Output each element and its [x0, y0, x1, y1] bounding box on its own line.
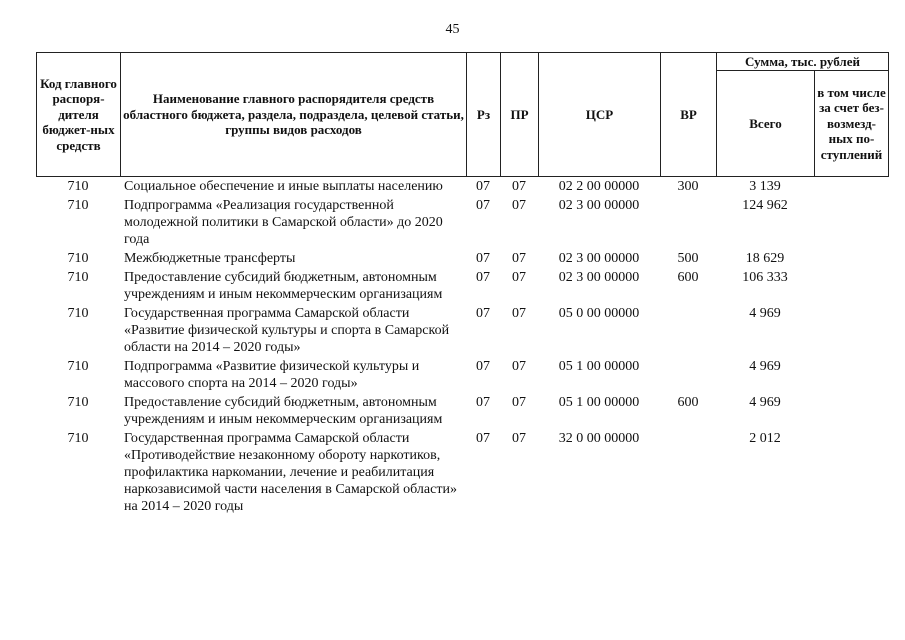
- row-csr: 05 1 00 00000: [558, 395, 640, 410]
- row-name: Государственная программа Самарской области «Противодействие незаконному обороту наркотиков, профилактика наркомании, лечение и реабилитация наркозависимой части населения в Самарской области» на 2014 – 2020 годы: [124, 431, 457, 514]
- header-sum: Сумма, тыс. рублей: [717, 53, 889, 71]
- row-pr: 07: [512, 270, 526, 285]
- row-csr: 02 3 00 00000: [558, 270, 640, 285]
- row-vr: 600: [677, 395, 699, 410]
- row-pr: 07: [512, 198, 526, 213]
- row-code: 710: [67, 306, 89, 321]
- row-name: Государственная программа Самарской области «Развитие физической культуры и спорта в Самарской области на 2014 – 2020 годы»: [124, 306, 450, 355]
- header-csr: ЦСР: [539, 53, 661, 177]
- row-name: Подпрограмма «Развитие физической культуры и массового спорта на 2014 – 2020 годы»: [124, 359, 420, 391]
- row-rz: 07: [476, 179, 490, 194]
- row-vr: 300: [677, 179, 699, 194]
- row-code: 710: [67, 251, 89, 266]
- row-name: Социальное обеспечение и иные выплаты населению: [124, 179, 443, 194]
- row-pr: 07: [512, 395, 526, 410]
- header-code: Код главного распоря-дителя бюджет-ных средств: [37, 53, 121, 177]
- row-rz: 07: [476, 359, 490, 374]
- row-total: 4 969: [749, 359, 781, 374]
- row-csr: 05 0 00 00000: [558, 306, 640, 321]
- row-code: 710: [67, 198, 89, 213]
- row-code: 710: [67, 359, 89, 374]
- row-code: 710: [67, 179, 89, 194]
- row-csr: 02 3 00 00000: [558, 198, 640, 213]
- row-pr: 07: [512, 251, 526, 266]
- row-total: 3 139: [749, 179, 781, 194]
- page-number: 45: [445, 22, 460, 37]
- header-total: Всего: [717, 71, 815, 177]
- row-code: 710: [67, 431, 89, 446]
- table-header: [36, 52, 889, 177]
- row-name: Предоставление субсидий бюджетным, автономным учреждениям и иным некоммерческим организациям: [124, 395, 443, 427]
- row-csr: 02 2 00 00000: [558, 179, 640, 194]
- row-csr: 02 3 00 00000: [558, 251, 640, 266]
- table-body: [36, 178, 888, 517]
- row-rz: 07: [476, 306, 490, 321]
- table-row: [36, 250, 888, 267]
- row-total: 4 969: [749, 395, 781, 410]
- table-row: [36, 358, 888, 392]
- row-rz: 07: [476, 198, 490, 213]
- header-name: Наименование главного распорядителя средств областного бюджета, раздела, подраздела, целевой статьи, группы видов расходов: [121, 53, 467, 177]
- row-total: 18 629: [745, 251, 785, 266]
- row-pr: 07: [512, 359, 526, 374]
- row-total: 2 012: [749, 431, 781, 446]
- header-vr: ВР: [661, 53, 717, 177]
- row-csr: 32 0 00 00000: [558, 431, 640, 446]
- row-pr: 07: [512, 179, 526, 194]
- row-total: 106 333: [742, 270, 788, 285]
- row-pr: 07: [512, 306, 526, 321]
- row-vr: 600: [677, 270, 699, 285]
- row-rz: 07: [476, 270, 490, 285]
- row-code: 710: [67, 395, 89, 410]
- table-row: [36, 394, 888, 428]
- header-free: в том числе за счет без-возмезд-ных по-ступлений: [815, 71, 889, 177]
- table-row: [36, 430, 888, 515]
- table-row: [36, 197, 888, 248]
- header-pr: ПР: [501, 53, 539, 177]
- header-rz: Рз: [467, 53, 501, 177]
- row-csr: 05 1 00 00000: [558, 359, 640, 374]
- row-code: 710: [67, 270, 89, 285]
- table-row: [36, 305, 888, 356]
- row-rz: 07: [476, 431, 490, 446]
- row-rz: 07: [476, 251, 490, 266]
- row-name: Подпрограмма «Реализация государственной молодежной политики в Самарской области» до 2020 года: [124, 198, 443, 247]
- row-total: 4 969: [749, 306, 781, 321]
- table-row: [36, 178, 888, 195]
- row-total: 124 962: [742, 198, 788, 213]
- table-row: [36, 269, 888, 303]
- row-name: Межбюджетные трансферты: [124, 251, 296, 266]
- row-name: Предоставление субсидий бюджетным, автономным учреждениям и иным некоммерческим организациям: [124, 270, 443, 302]
- row-pr: 07: [512, 431, 526, 446]
- row-vr: 500: [677, 251, 699, 266]
- row-rz: 07: [476, 395, 490, 410]
